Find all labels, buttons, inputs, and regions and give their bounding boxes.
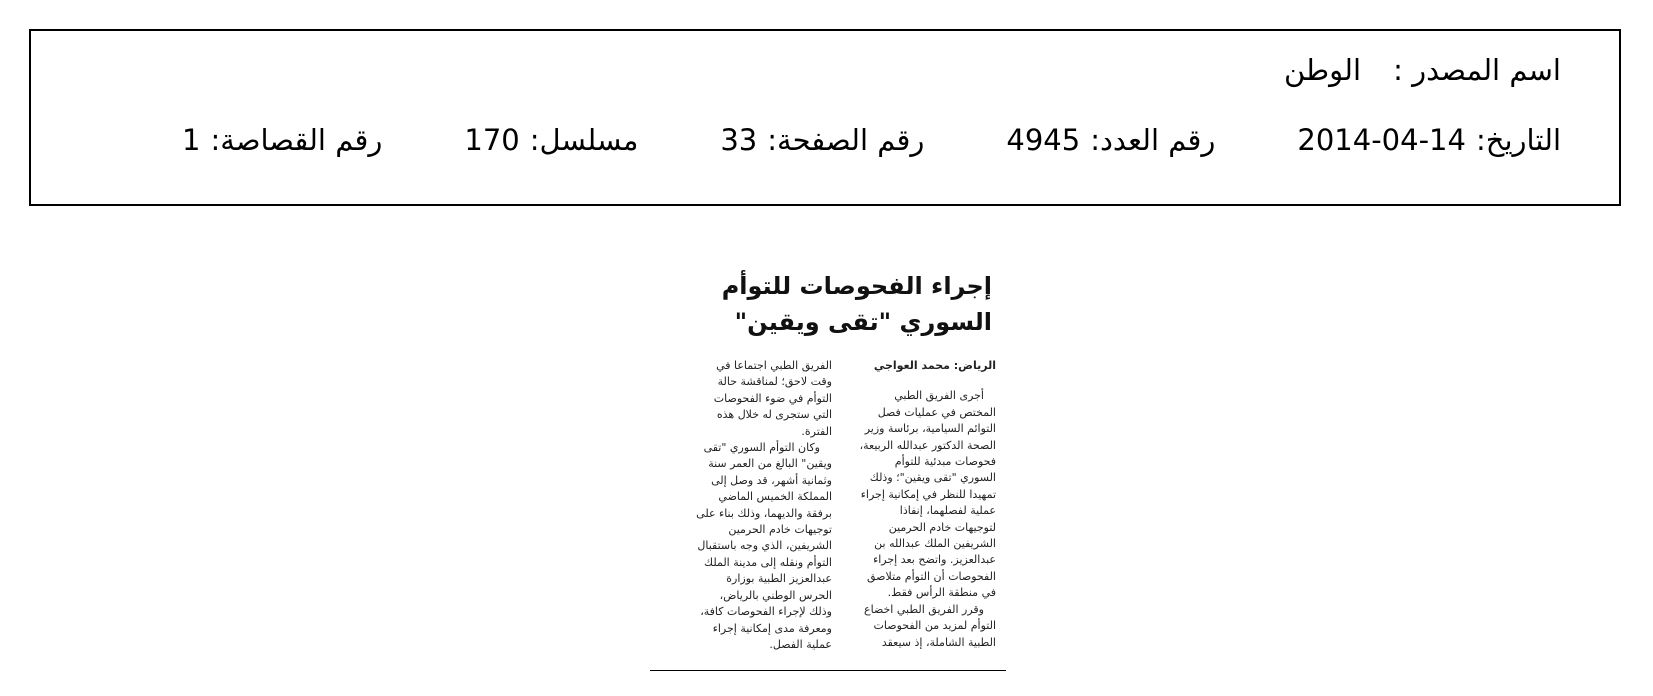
- page-number-value: 33: [720, 123, 758, 157]
- article-column-right: [858, 358, 996, 651]
- date-value: 2014-04-14: [1297, 123, 1466, 157]
- metadata-row: [182, 123, 1561, 157]
- page-number-label: رقم الصفحة:: [767, 123, 925, 157]
- article-column-left: [694, 358, 832, 653]
- source-label: اسم المصدر :: [1393, 53, 1561, 87]
- serial-value: 170: [464, 123, 520, 157]
- source-info-box: [29, 29, 1621, 206]
- date-label: التاريخ:: [1475, 123, 1561, 157]
- article-headline: [652, 268, 992, 340]
- source-row: [1284, 53, 1561, 87]
- clip-number-label: رقم القصاصة:: [210, 123, 383, 157]
- source-value: الوطن: [1283, 53, 1361, 87]
- clipping-divider: [650, 670, 1006, 671]
- article-paragraph: أجرى الفريق الطبي المختص في عمليات فصل التوائم السيامية، برئاسة وزير الصحة الدكتور عبدالله الربيعة، فحوصات مبدئية للتوأم السوري "تقى ويقين"؛ وذلك تمهيدا للنظر في إمكانية إجراء عملية لفصلهما، إنفاذا لتوجيهات خادم الحرمين الشريفين الملك عبدالله بن عبدالعزيز. واتضح بعد إجراء الفحوصات أن التوأم متلاصق في منطقة الرأس فقط.: [859, 389, 996, 600]
- clip-number-value: 1: [182, 123, 201, 157]
- source-field: [1284, 53, 1561, 87]
- clip-number-field: [182, 123, 382, 157]
- issue-label: رقم العدد:: [1090, 123, 1216, 157]
- headline-line-2: السوري "تقى ويقين": [734, 308, 992, 336]
- date-field: [1297, 123, 1561, 157]
- issue-value: 4945: [1006, 123, 1081, 157]
- article-paragraph: وكان التوأم السوري "تقى ويقين" البالغ من العمر سنة وثمانية أشهر، قد وصل إلى المملكة الخميس الماضي برفقة والديهما، وذلك بناء على توجيهات خادم الحرمين الشريفين، الذي وجه باستقبال التوأم ونقله إلى مدينة الملك عبدالعزيز الطبية بوزارة الحرس الوطني بالرياض، وذلك لإجراء الفحوصات كافة، ومعرفة مدى إمكانية إجراء عملية الفصل.: [696, 441, 832, 651]
- article-byline: الرياض: محمد العواجي: [873, 359, 996, 372]
- headline-line-1: إجراء الفحوصات للتوأم: [721, 272, 992, 300]
- article-paragraph: الفريق الطبي اجتماعا في وقت لاحق؛ لمناقشة حالة التوأم في ضوء الفحوصات التي ستجرى له خلال هذه الفترة.: [713, 359, 832, 438]
- serial-label: مسلسل:: [529, 123, 639, 157]
- newspaper-clipping: [650, 240, 1010, 680]
- page-number-field: [720, 123, 924, 157]
- issue-field: [1006, 123, 1215, 157]
- article-paragraph: وقرر الفريق الطبي اخضاع التوأم لمزيد من الفحوصات الطبية الشاملة، إذ سيعقد: [864, 602, 996, 649]
- serial-field: [464, 123, 638, 157]
